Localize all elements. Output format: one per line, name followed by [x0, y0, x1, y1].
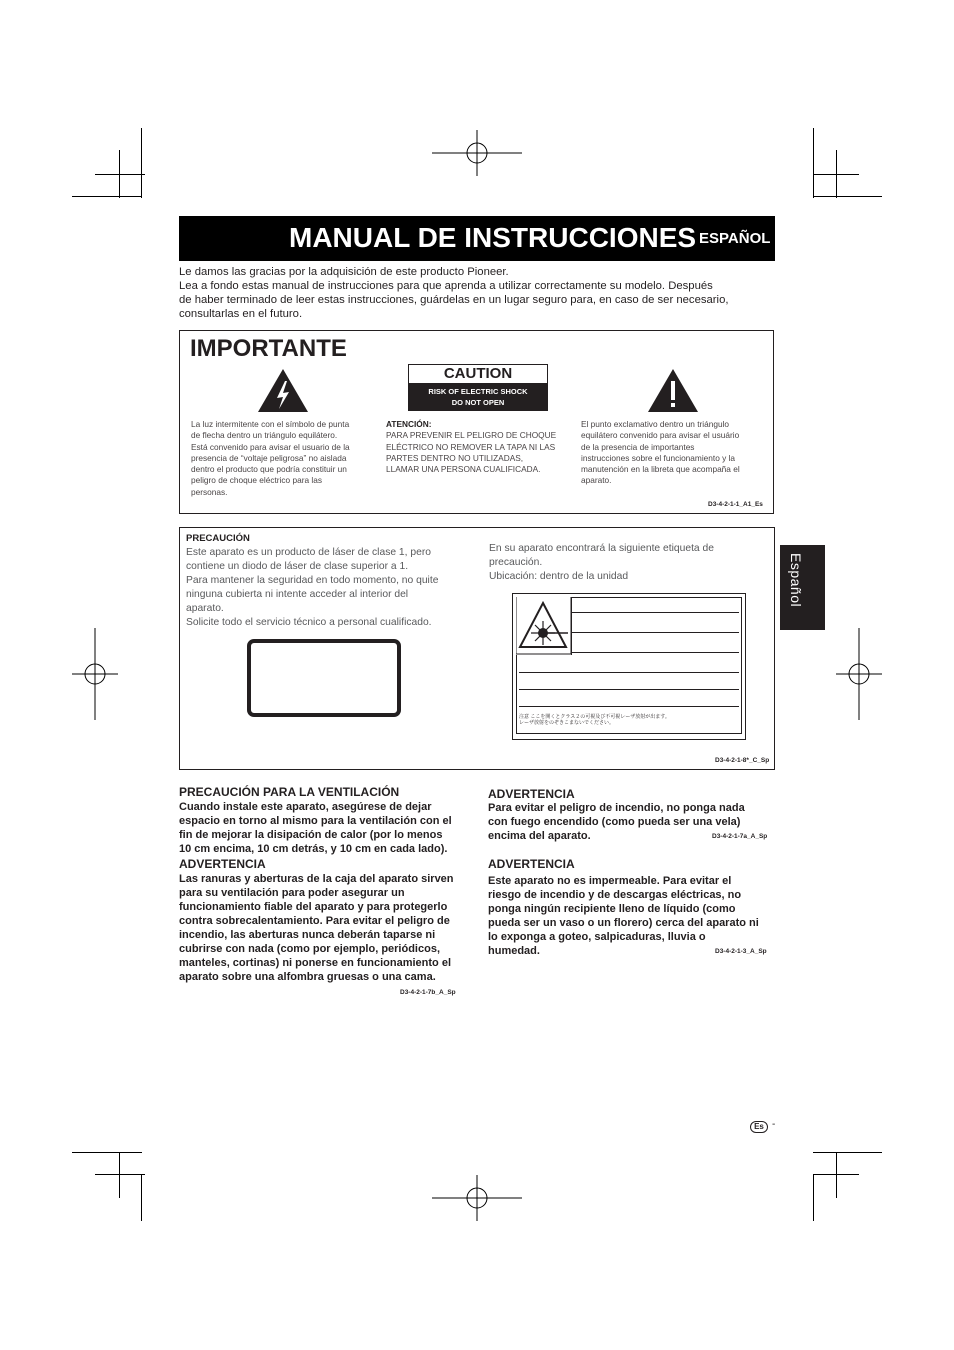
ventilacion-heading: PRECAUCIÓN PARA LA VENTILACIÓN [179, 785, 400, 799]
page-number: - [772, 1119, 776, 1130]
registration-mark-bottom [432, 1175, 522, 1221]
registration-mark-top [432, 130, 522, 176]
precaucion-text: PRECAUCIÓN Este aparato es un producto de láser de clase 1, pero contiene un diodo de láser de clase superior a 1. Para mantener la seguridad en todo momento, no quite ninguna cubierta ni intente acceder al interior del aparato. Solicite todo el servicio técnico a personal cualificado. [186, 533, 439, 628]
title-bar [179, 216, 775, 261]
label-japanese-text: 注意 ここを開くとクラス２の可視及び不可視レーザ放射が出ます。 レーザ放射をのぞきこまないでください。 [519, 714, 670, 726]
caution-label [408, 364, 548, 411]
advertencia-fire-text: Para evitar el peligro de incendio, no ponga nada con fuego encendido (como pueda ser una vela) encima del aparato. [488, 802, 745, 842]
language-badge: Es [750, 1121, 768, 1133]
label-location-text: En su aparato encontrará la siguiente etiqueta de precaución. Ubicación: dentro de la unidad [489, 543, 714, 582]
advertencia-water-text: Este aparato no es impermeable. Para evitar el riesgo de incendio y de descargas eléctricas, no ponga ningún recipiente lleno de líquido (como pueda ser un vaso o un florero) cerca del aparato ni lo exponga a goteo, salpicaduras, lluvia o humedad. [488, 875, 759, 957]
laser-class-label-outline [247, 639, 401, 717]
laser-radiation-icon [516, 597, 571, 655]
atencion-text: ATENCIÓN: PARA PREVENIR EL PELIGRO DE CHOQUE ELÉCTRICO NO REMOVER LA TAPA NI LAS PARTES DENTRO NO UTILIZADAS, LLAMAR UNA PERSONA CUALIFICADA. [386, 419, 557, 475]
lightning-description: La luz intermitente con el símbolo de punta de flecha dentro un triángulo equilátero. Está convenido para avisar el usuario de la presencia de “voltaje peligrosa” no aislada dentro el producto que podría constituir un peligro de choque eléctrico para las personas. [191, 419, 350, 497]
caution-title: CAUTION [408, 364, 548, 384]
precaucion-code: D3-4-2-1-8*_C_Sp [715, 757, 770, 764]
registration-mark-right [836, 628, 882, 720]
ventilacion-code: D3-4-2-1-7b_A_Sp [400, 989, 456, 996]
intro-paragraph: Le damos las gracias por la adquisición de este producto Pioneer. Lea a fondo estas manual de instrucciones para que aprenda a utilizar correctamente su modelo. Después de haber terminado de leer estas instrucciones, guárdelas en un lugar seguro para, en caso de ser necesario, consultarlas en el futuro. [179, 266, 729, 320]
page-title: MANUAL DE INSTRUCCIONES [289, 222, 697, 253]
advertencia-fire-heading: ADVERTENCIA [488, 787, 575, 801]
language-side-tab: Español [780, 545, 825, 630]
importante-box [179, 330, 774, 514]
registration-mark-left [72, 628, 118, 720]
exclamation-warning-icon [647, 368, 699, 413]
ventilacion-warning-text: Las ranuras y aberturas de la caja del aparato sirven para su ventilación para poder asegurar un funcionamiento fiable del aparato y para protegerlo contra sobrecalentamiento. Para evitar el peligro de incendio, las aberturas nunca deberán taparse ni cubrirse con nada (como por ejemplo, periódicos, manteles, cortinas) ni ponerse en funcionamiento el aparato sobre una alfombra gruesas o una cama. [179, 873, 454, 983]
advertencia-water-code: D3-4-2-1-3_A_Sp [715, 948, 767, 955]
advertencia-fire-code: D3-4-2-1-7a_A_Sp [712, 833, 768, 840]
importante-title: IMPORTANTE [190, 335, 347, 362]
precaucion-box [179, 527, 775, 770]
ventilacion-warning-heading: ADVERTENCIA [179, 857, 266, 871]
exclamation-description: El punto exclamativo dentro un triángulo equilátero convenido para avisar el usuário de la presencia de importantes instrucciones sobre el funcionamiento y la manutención en la libreta que acompaña el aparato. [581, 419, 740, 486]
ventilacion-text: Cuando instale este aparato, asegúrese de dejar espacio en torno al mismo para la ventilación con el fin de mejorar la disipación de calor (por lo menos 10 cm encima, 10 cm detrás, y 10 cm en cada lado). [179, 801, 452, 855]
lightning-warning-icon [257, 368, 309, 413]
laser-warning-label [512, 593, 746, 740]
importante-code: D3-4-2-1-1_A1_Es [708, 501, 763, 508]
caution-body: RISK OF ELECTRIC SHOCK DO NOT OPEN [408, 384, 548, 411]
language-label: ESPAÑOL [699, 230, 771, 247]
advertencia-water-heading: ADVERTENCIA [488, 857, 575, 871]
